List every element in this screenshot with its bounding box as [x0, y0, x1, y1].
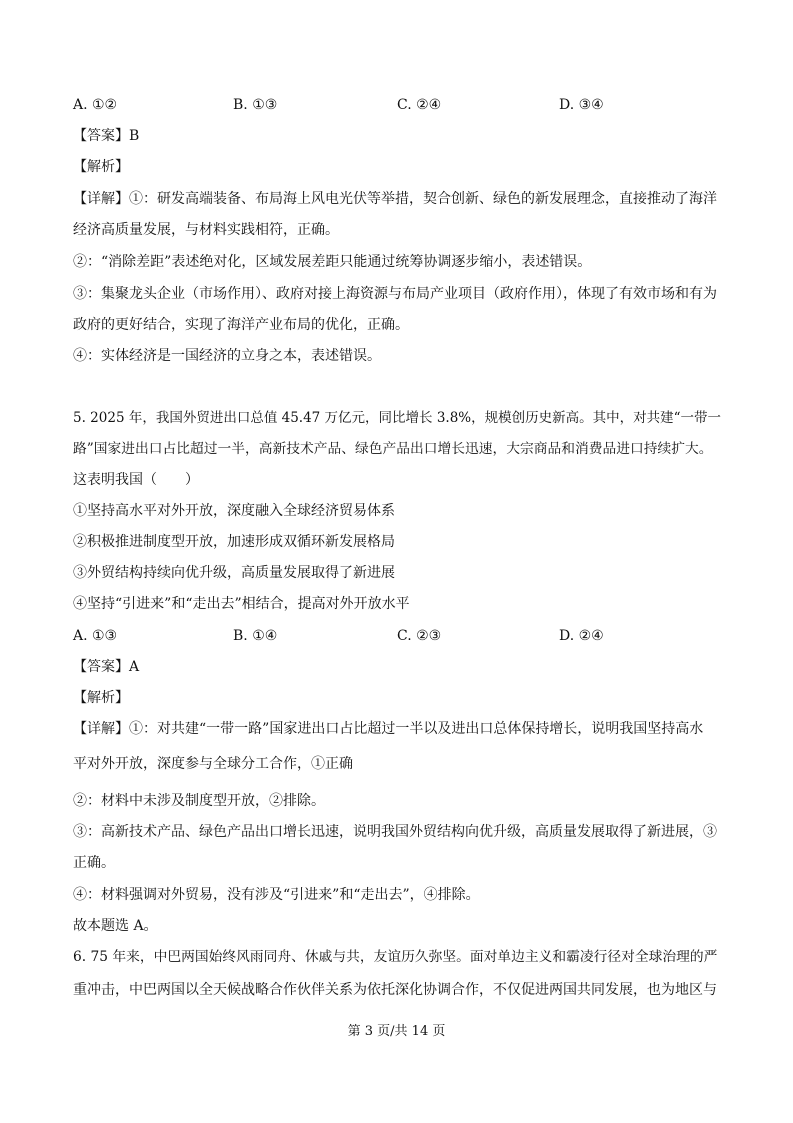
- q5-conclusion: 故本题选 A。: [73, 918, 158, 934]
- q5-option-d: D. ②④: [559, 628, 604, 644]
- q4-detail-line: ③：集聚龙头企业（市场作用）、政府对接上海资源与布局产业项目（政府作用），体现了有效市场和有为: [73, 286, 717, 302]
- q4-option-d: D. ③④: [559, 97, 604, 113]
- q5-stem-line: 这表明我国（ ）: [73, 472, 199, 488]
- q5-statement: ④坚持“引进来”和“走出去”相结合，提高对外开放水平: [73, 596, 410, 612]
- q4-detail-line: 【详解】①：研发高端装备、布局海上风电光伏等举措，契合创新、绿色的新发展理念，直接推动了海洋: [73, 191, 717, 207]
- q5-statement: ②积极推进制度型开放，加速形成双循环新发展格局: [73, 534, 395, 550]
- q4-options: [73, 95, 723, 115]
- q5-detail-line: 正确。: [73, 855, 115, 871]
- q4-detail-line: 政府的更好结合，实现了海洋产业布局的优化，正确。: [73, 317, 409, 333]
- q5-analysis-label: 【解析】: [73, 690, 129, 706]
- q4-detail-line: 经济高质量发展，与材料实践相符，正确。: [73, 222, 339, 238]
- q4-analysis-label: 【解析】: [73, 159, 129, 175]
- q5-stem-line: 5. 2025 年，我国外贸进出口总值 45.47 万亿元，同比增长 3.8%，规模创历史新高。其中，对共建“一带一: [73, 410, 722, 426]
- q5-option-a: A. ①③: [73, 628, 118, 644]
- q5-detail-line: 平对外开放，深度参与全球分工合作，①正确: [73, 756, 353, 772]
- q5-detail-line: 【详解】①：对共建“一带一路”国家进出口占比超过一半以及进出口总体保持增长，说明我国坚持高水: [73, 721, 704, 737]
- q5-options: [73, 626, 723, 646]
- q5-stem-line: 路”国家进出口占比超过一半，高新技术产品、绿色产品出口增长迅速，大宗商品和消费品进口持续扩大。: [73, 441, 713, 457]
- q5-option-b: B. ①④: [233, 628, 278, 644]
- q4-option-a: A. ①②: [73, 97, 118, 113]
- q4-answer: 【答案】B: [73, 128, 140, 144]
- q5-statement: ①坚持高水平对外开放，深度融入全球经济贸易体系: [73, 503, 395, 519]
- q4-option-b: B. ①③: [233, 97, 278, 113]
- q4-detail-line: ④：实体经济是一国经济的立身之本，表述错误。: [73, 348, 381, 364]
- q5-detail-line: ③：高新技术产品、绿色产品出口增长迅速，说明我国外贸结构向优升级，高质量发展取得了新进展，③: [73, 824, 717, 840]
- q5-statement: ③外贸结构持续向优升级，高质量发展取得了新进展: [73, 565, 395, 581]
- q5-detail-line: ②：材料中未涉及制度型开放，②排除。: [73, 793, 325, 809]
- q6-stem-line: 6. 75 年来，中巴两国始终风雨同舟、休戚与共，友谊历久弥坚。面对单边主义和霸凌行径对全球治理的严: [73, 949, 718, 965]
- q5-answer: 【答案】A: [73, 659, 140, 675]
- q5-detail-line: ④：材料强调对外贸易，没有涉及“引进来”和“走出去”，④排除。: [73, 887, 480, 903]
- q6-stem-line: 重冲击，中巴两国以全天候战略合作伙伴关系为依托深化协调合作，不仅促进两国共同发展，也为地区与: [73, 982, 717, 998]
- q4-option-c: C. ②④: [397, 97, 442, 113]
- page-footer: 第 3 页/共 14 页: [347, 1024, 446, 1039]
- q4-detail-line: ②：“消除差距”表述绝对化，区域发展差距只能通过统筹协调逐步缩小，表述错误。: [73, 254, 592, 270]
- q5-option-c: C. ②③: [397, 628, 442, 644]
